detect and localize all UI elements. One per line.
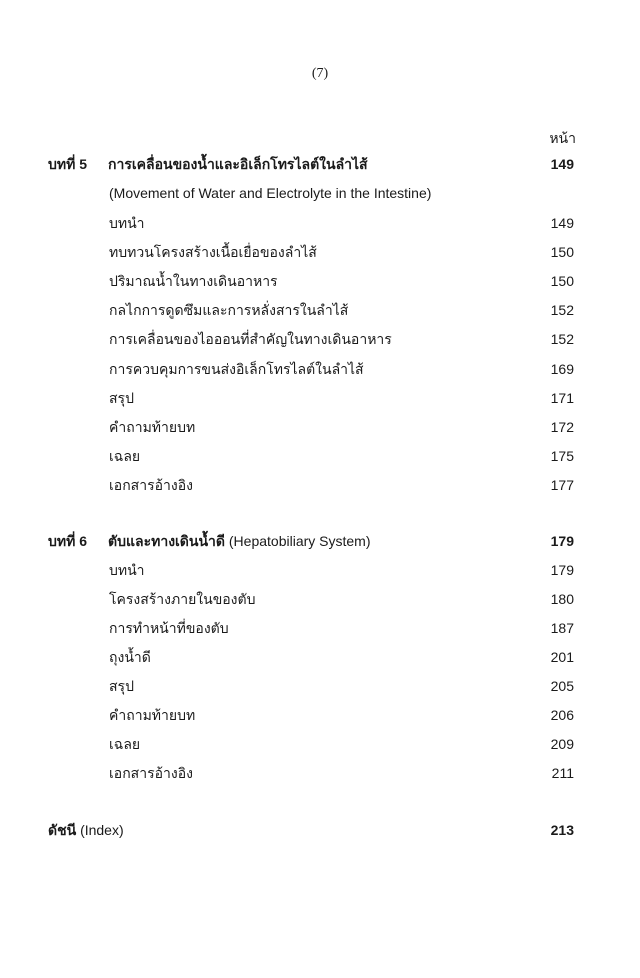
toc-entry-page: 209 [550,736,574,752]
toc-entry[interactable] [0,588,640,610]
toc-entry-label: การเคลื่อนของไอออนที่สำคัญในทางเดินอาหาร [109,331,392,348]
chapter-6-heading[interactable] [0,530,640,552]
toc-entry-label: บทนำ [109,562,145,578]
toc-entry-page: 152 [550,331,574,348]
toc-entry-page: 179 [550,562,574,578]
chapter-subtitle: (Movement of Water and Electrolyte in the Intestine) [109,185,432,201]
toc-entry[interactable] [0,733,640,755]
toc-entry-label: การควบคุมการขนส่งอิเล็กโทรไลต์ในลำไส้ [109,360,364,377]
toc-entry[interactable] [0,646,640,668]
toc-entry[interactable] [0,387,640,409]
index-label [48,819,124,841]
toc-entry-page: 205 [550,678,574,694]
toc-entry-page: 152 [550,302,574,319]
toc-entry-page: 169 [550,360,574,377]
toc-entry[interactable] [0,762,640,784]
page-column-header: หน้า [549,130,576,146]
chapter-title-thai: การเคลื่อนของน้ำและอิเล็กโทรไลต์ในลำไส้ [108,156,368,172]
toc-entry-page: 172 [550,418,574,435]
toc-entry[interactable] [0,212,640,234]
toc-entry[interactable] [0,416,640,438]
toc-entry-page: 150 [550,273,574,290]
toc-entry-page: 187 [550,620,574,636]
toc-entry-page: 171 [550,389,574,406]
toc-entry-label: คำถามท้ายบท [109,707,196,723]
chapter-title [108,153,368,175]
toc-entry[interactable] [0,704,640,726]
toc-entry-label: สรุป [109,678,134,694]
chapter-5-heading[interactable] [0,153,640,175]
toc-entry[interactable] [0,328,640,350]
toc-entry-page: 206 [550,707,574,723]
chapter-number: บทที่ 5 [48,156,88,172]
toc-entry-label: เฉลย [109,736,141,752]
toc-entry-page: 201 [550,649,574,665]
toc-entry-label: เฉลย [109,447,141,464]
toc-entry[interactable] [0,675,640,697]
index-label-thai: ดัชนี [48,822,77,838]
page-number: (7) [311,66,329,81]
toc-entry[interactable] [0,241,640,263]
toc-entry[interactable] [0,474,640,496]
toc-entry-page: 150 [550,244,574,261]
toc-entry-label: กลไกการดูดซึมและการหลั่งสารในลำไส้ [109,302,349,319]
toc-entry[interactable] [0,270,640,292]
toc-entry-label: โครงสร้างภายในของตับ [109,591,256,607]
index-entry[interactable] [0,819,640,841]
toc-entry-page: 149 [550,215,574,231]
chapter-title [108,530,371,552]
toc-entry[interactable] [0,445,640,467]
chapter-title-english: (Hepatobiliary System) [228,533,371,549]
chapter-number: บทที่ 6 [48,533,88,549]
toc-entry[interactable] [0,299,640,321]
toc-entry-label: สรุป [109,389,134,406]
toc-entry-page: 211 [551,765,574,781]
toc-entry-page: 175 [550,447,574,464]
chapter-page: 179 [550,533,574,549]
toc-entry-label: ทบทวนโครงสร้างเนื้อเยื่อของลำไส้ [109,244,317,261]
toc-entry-label: เอกสารอ้างอิง [109,476,193,493]
toc-entry-label: บทนำ [109,215,145,231]
toc-entry-label: ถุงน้ำดี [109,649,151,665]
index-label-english: (Index) [80,822,124,838]
toc-entry[interactable] [0,617,640,639]
toc-entry-label: คำถามท้ายบท [109,418,196,435]
chapter-5-subtitle-row [0,182,640,204]
chapter-page: 149 [550,156,574,172]
toc-entry-page: 177 [550,476,574,493]
toc-entry-label: เอกสารอ้างอิง [109,765,193,781]
toc-entry[interactable] [0,358,640,380]
index-page: 213 [550,822,574,838]
toc-entry-label: ปริมาณน้ำในทางเดินอาหาร [109,273,278,290]
toc-entry-page: 180 [550,591,574,607]
toc-entry-label: การทำหน้าที่ของตับ [109,620,229,636]
chapter-title-thai: ตับและทางเดินน้ำดี [108,533,225,549]
toc-entry[interactable] [0,559,640,581]
